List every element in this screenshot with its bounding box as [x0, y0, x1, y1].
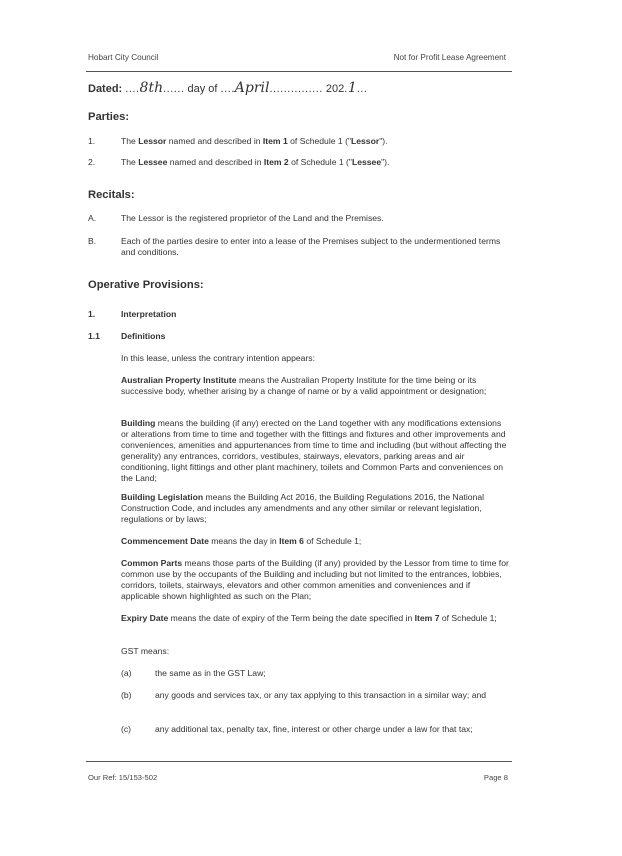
definition-expiry-date: Expiry Date means the date of expiry of the Term being the date specified in Item 7 of Schedule 1;: [121, 613, 497, 623]
dated-dots-3: ....: [220, 83, 235, 95]
operative-heading: Operative Provisions:: [88, 279, 204, 291]
definition-building-legislation: Building Legislation means the Building Act 2016, the Building Regulations 2016, the National Construction Code, and includes any amendments and any other similar or relevant legislation, regulations or by laws;: [121, 492, 485, 524]
section-1-num: 1.: [88, 309, 96, 319]
definition-common-parts: Common Parts means those parts of the Building (if any) provided by the Lessor from time to time for common use by the occupants of the Building and including but not limited to the entrances, lobbies, corridors, toilets, stairways, elevators and other common amenities and conveniences and if applicable shown highlighted as such on the Plan;: [121, 558, 509, 601]
subsection-1-1-title: Definitions: [121, 331, 166, 341]
recital-b-text: Each of the parties desire to enter into a lease of the Premises subject to the undermentioned terms and conditions.: [121, 236, 501, 257]
subsection-1-1-num: 1.1: [88, 331, 100, 341]
definitions-intro: In this lease, unless the contrary intention appears:: [121, 353, 315, 363]
gst-item-a-num: (a): [121, 668, 132, 678]
header-right: Not for Profit Lease Agreement: [393, 53, 506, 62]
header-left: Hobart City Council: [88, 53, 159, 62]
footer-ref: Our Ref: 15/153-502: [88, 773, 158, 782]
definition-building: Building means the building (if any) erected on the Land together with any modifications extensions or alterations from time to time and together with the fittings and fixtures and other improvements and conveniences, amenities and appurtenances from time to time and including (but without affecting the generality) any entrances, corridors, vestibules, stairways, elevators, parking areas and air conditioning, light fittings and other plant machinery, toilets and Common Parts and conveniences on the Land;: [121, 418, 507, 483]
dated-label: Dated:: [88, 83, 123, 95]
dated-dots-5: ...: [356, 83, 368, 95]
dated-dots-2: ......: [163, 83, 185, 95]
recitals-heading: Recitals:: [88, 189, 135, 201]
dated-dots-4: ...............: [269, 83, 323, 95]
footer-page-number: Page 8: [483, 773, 508, 782]
dated-month-handwritten: April: [234, 80, 270, 96]
dated-dots-1: ....: [125, 83, 140, 95]
gst-item-b-num: (b): [121, 690, 132, 700]
gst-item-b-text: any goods and services tax, or any tax applying to this transaction in a similar way; and: [155, 690, 487, 700]
party-2-text: The Lessee named and described in Item 2 of Schedule 1 ("Lessee").: [121, 157, 390, 167]
recital-b-num: B.: [88, 236, 97, 246]
definition-gst: GST means:: [121, 646, 170, 656]
dated-day-of: day of: [187, 83, 218, 95]
party-2-num: 2.: [88, 157, 96, 167]
dated-line: [88, 80, 367, 96]
recital-a-num: A.: [88, 213, 97, 223]
dated-dot-sep: .: [344, 83, 348, 95]
dated-day-handwritten: 8th: [139, 80, 164, 96]
definition-commencement-date: Commencement Date means the day in Item 6 of Schedule 1;: [121, 536, 362, 546]
gst-item-c-num: (c): [121, 724, 132, 734]
recital-a-text: The Lessor is the registered proprietor of the Land and the Premises.: [121, 213, 384, 223]
party-1-text: The Lessor named and described in Item 1 of Schedule 1 ("Lessor").: [121, 136, 388, 146]
party-1-num: 1.: [88, 136, 96, 146]
header-rule: [86, 71, 512, 72]
definition-api: Australian Property Institute means the Australian Property Institute for the time being or its successive body, whether arising by a change of name or by a valid appointment or designation;: [121, 375, 487, 396]
dated-year-handwritten: 1: [347, 80, 357, 96]
parties-heading: Parties:: [88, 111, 130, 123]
section-1-title: Interpretation: [121, 309, 177, 319]
gst-item-c-text: any additional tax, penalty tax, fine, interest or other charge under a law for that tax;: [155, 724, 473, 734]
footer-rule: [86, 761, 512, 762]
dated-year-prefix: 202: [325, 83, 345, 95]
gst-item-a-text: the same as in the GST Law;: [155, 668, 266, 678]
